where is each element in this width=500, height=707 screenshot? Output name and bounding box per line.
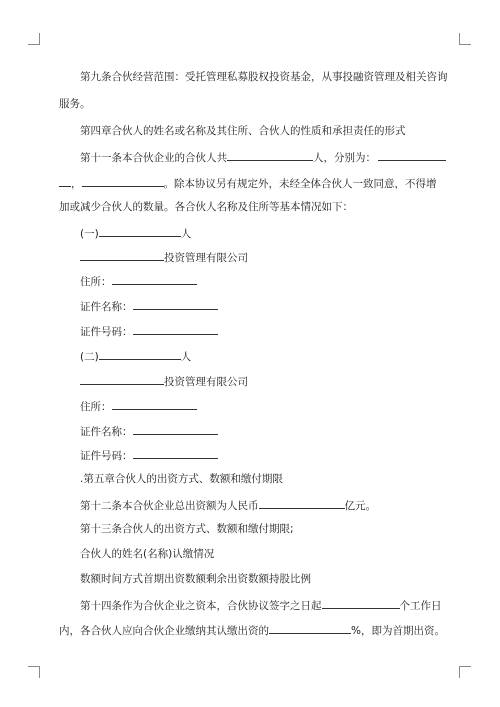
text: (二) xyxy=(80,351,99,363)
blank-partner-2-company[interactable] xyxy=(80,373,164,385)
partner-2-company xyxy=(80,373,248,389)
text: .第五章合伙人的出资方式、数额和缴付期限 xyxy=(80,473,283,485)
partner-2-cert-no xyxy=(80,447,218,463)
text: 证件名称： xyxy=(80,301,133,313)
text: ， xyxy=(71,178,82,190)
partner-1-company xyxy=(80,249,248,265)
article-9-line-1 xyxy=(80,70,448,84)
crop-mark-top-right xyxy=(459,33,471,45)
text: (一) xyxy=(80,228,99,240)
text: 证件号码： xyxy=(80,450,133,462)
article-12 xyxy=(80,497,376,513)
blank-total-capital[interactable] xyxy=(259,497,345,509)
blank-partner-1-cont[interactable] xyxy=(59,175,71,187)
blank-partner-2-name[interactable] xyxy=(99,348,181,360)
text: 投资管理有限公司 xyxy=(164,376,248,388)
blank-partner-1-name[interactable] xyxy=(99,225,181,237)
article-9-line-2 xyxy=(59,97,91,111)
text: 第十三条合伙人的出资方式、数额和缴付期限; xyxy=(80,523,294,535)
crop-mark-bottom-right xyxy=(459,666,471,678)
text: 第十二条本合伙企业总出资额为人民币 xyxy=(80,500,259,512)
blank-partner-1-cert-no[interactable] xyxy=(133,323,218,335)
text: 合伙人的姓名(名称)认缴情况 xyxy=(80,548,215,560)
table-caption-2 xyxy=(80,572,311,586)
blank-first-contribution-percent[interactable] xyxy=(269,622,351,634)
blank-partner-2-address[interactable] xyxy=(112,398,197,410)
text: 证件号码： xyxy=(80,326,133,338)
blank-partner-2[interactable] xyxy=(82,175,164,187)
text: 数额时间方式首期出资数额剩余出资数额持股比例 xyxy=(80,573,311,585)
text: 个工作日 xyxy=(399,600,442,612)
article-13 xyxy=(80,522,294,536)
partner-1-address xyxy=(80,273,197,289)
blank-partner-1-cert-name[interactable] xyxy=(133,298,218,310)
partner-1-header xyxy=(80,225,191,241)
partner-1-cert-no xyxy=(80,323,218,339)
text: 亿元。 xyxy=(344,500,376,512)
partner-2-address xyxy=(80,398,197,414)
chapter-5-heading xyxy=(80,472,283,486)
text: 内，各合伙人应向合伙企业缴纳其认缴出资的 xyxy=(59,625,269,637)
partner-2-cert-name xyxy=(80,423,218,439)
blank-partner-2-cert-name[interactable] xyxy=(133,423,218,435)
chapter-4-heading xyxy=(80,124,406,138)
crop-mark-top-left xyxy=(28,33,40,45)
text: 投资管理有限公司 xyxy=(164,252,248,264)
crop-mark-bottom-left xyxy=(28,666,40,678)
article-11-line-2 xyxy=(59,175,437,191)
text: 住所： xyxy=(80,401,112,413)
partner-1-cert-name xyxy=(80,298,218,314)
article-11-line-1 xyxy=(80,149,446,165)
blank-working-days[interactable] xyxy=(322,597,400,609)
text: 人，分别为： xyxy=(313,152,376,164)
partner-2-header xyxy=(80,348,191,364)
blank-partner-2-cert-no[interactable] xyxy=(133,447,218,459)
text: 第十四条作为合伙企业之资本，合伙协议签字之日起 xyxy=(80,600,322,612)
text: 加或减少合伙人的数量。各合伙人名称及住所等基本情况如下： xyxy=(59,201,353,213)
text: 第九条合伙经营范围：受托管理私募股权投资基金，从事投融资管理及相关咨询 xyxy=(80,71,448,83)
blank-partner-1-company[interactable] xyxy=(80,249,164,261)
article-11-line-3 xyxy=(59,200,353,214)
text: %，即为首期出资。 xyxy=(351,625,445,637)
text: 第四章合伙人的姓名或名称及其住所、合伙人的性质和承担责任的形式 xyxy=(80,125,406,137)
blank-partner-count[interactable] xyxy=(227,149,313,161)
article-14-line-2 xyxy=(59,622,445,638)
blank-partner-1[interactable] xyxy=(378,149,446,161)
blank-partner-1-address[interactable] xyxy=(112,273,197,285)
text: 。除本协议另有规定外，未经全体合伙人一致同意，不得增 xyxy=(163,178,437,190)
text: 服务。 xyxy=(59,98,91,110)
text: 证件名称： xyxy=(80,426,133,438)
text: 住所： xyxy=(80,276,112,288)
text: 第十一条本合伙企业的合伙人共 xyxy=(80,152,227,164)
article-14-line-1 xyxy=(80,597,442,613)
text: 人 xyxy=(180,351,192,363)
table-caption-1 xyxy=(80,547,214,561)
text: 人 xyxy=(180,228,192,240)
